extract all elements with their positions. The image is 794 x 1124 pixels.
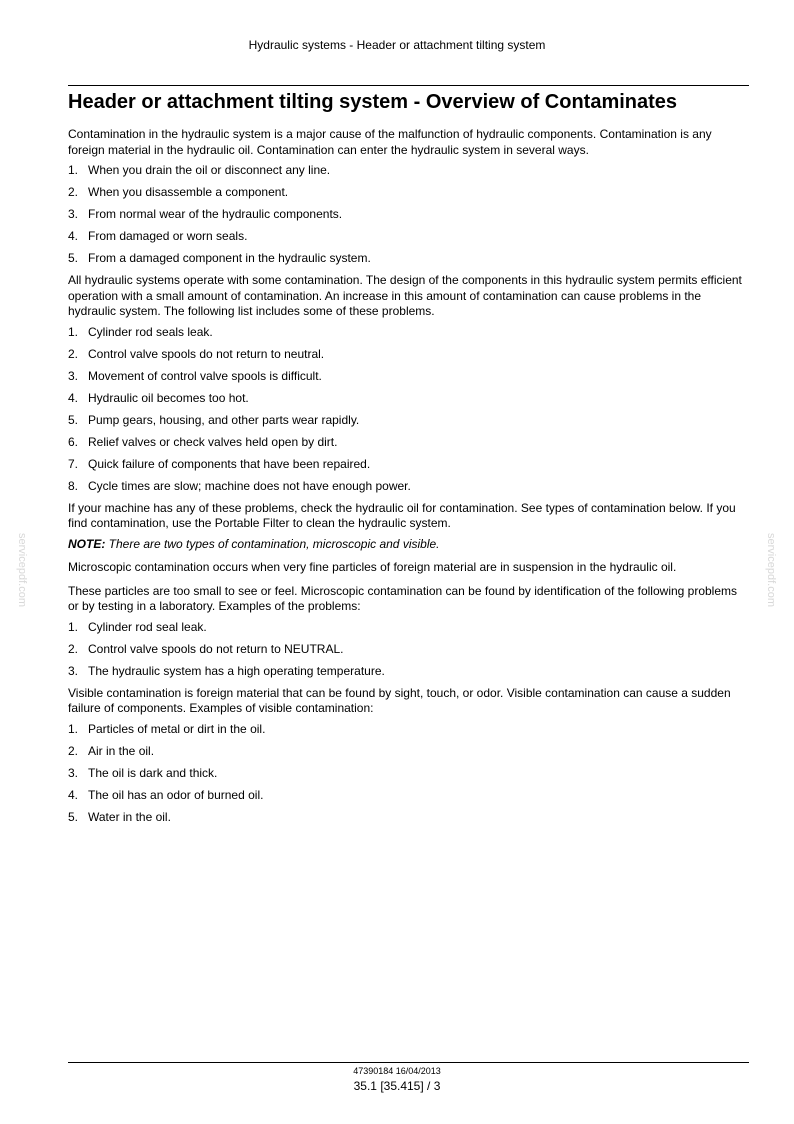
list-item: 3. The oil is dark and thick. [68,765,218,780]
microscopic-list [68,620,749,679]
running-header: Hydraulic systems - Header or attachment tilting system [248,38,546,52]
footer-document-code: 47390184 16/04/2013 [353,1066,441,1076]
list-item: 6. Relief valves or check valves held open by dirt. [68,434,338,449]
list-item: 1. When you drain the oil or disconnect any line. [68,163,331,177]
list-item: 8. Cycle times are slow; machine does not have enough power. [68,478,411,493]
particles-paragraph: These particles are too small to see or feel. Microscopic contamination can be found by identification of the following problems or by testing in a laboratory. Examples of the problems: [68,583,738,613]
list-item: 4. Hydraulic oil becomes too hot. [68,390,249,405]
list-item: 5. Water in the oil. [68,809,171,824]
list-item: 1. Cylinder rod seal leak. [68,619,207,634]
watermark-left: servicepdf.com [16,533,28,607]
list-item: 3. From normal wear of the hydraulic components. [68,207,343,221]
watermark-right: servicepdf.com [765,533,777,607]
check-paragraph: If your machine has any of these problems, check the hydraulic oil for contamination. See types of contamination below. If you find contamination, use the Portable Filter to clean the hydraulic system. [68,500,736,530]
footer-page-number: 35.1 [35.415] / 3 [353,1079,441,1093]
note-text: There are two types of contamination, microscopic and visible. [105,536,440,551]
list-item: 1. Particles of metal or dirt in the oil. [68,721,266,736]
list-item: 2. Air in the oil. [68,743,155,758]
list-item: 2. Control valve spools do not return to NEUTRAL. [68,641,344,656]
intro-paragraph: Contamination in the hydraulic system is a major cause of the malfunction of hydraulic components. Contamination is any foreign material in the hydraulic oil. Contamination can enter the hydraulic system in several ways. [68,127,712,157]
problems-list [68,325,749,494]
list-item: 5. From a damaged component in the hydraulic system. [68,251,371,265]
list-item: 7. Quick failure of components that have been repaired. [68,456,371,471]
visible-paragraph: Visible contamination is foreign material that can be found by sight, touch, or odor. Visible contamination can cause a sudden failure of components. Examples of visible contamination: [68,685,731,715]
list-item: 1. Cylinder rod seals leak. [68,324,213,339]
list-item: 2. Control valve spools do not return to neutral. [68,346,325,361]
header-rule [68,85,749,86]
visible-list [68,722,749,825]
footer-rule [68,1062,749,1063]
list-item: 4. From damaged or worn seals. [68,229,248,243]
note [68,537,749,553]
list-item: 3. Movement of control valve spools is difficult. [68,368,322,383]
microscopic-paragraph: Microscopic contamination occurs when very fine particles of foreign material are in suspension in the hydraulic oil. [68,560,677,574]
note-label: NOTE: [68,536,106,551]
list-item: 4. The oil has an odor of burned oil. [68,787,264,802]
list-item: 5. Pump gears, housing, and other parts wear rapidly. [68,412,360,427]
page-title: Header or attachment tilting system - Overview of Contaminates [68,91,678,113]
list-item: 2. When you disassemble a component. [68,185,289,199]
document-body [68,90,749,832]
entry-list [68,163,749,266]
operation-paragraph: All hydraulic systems operate with some contamination. The design of the components in this hydraulic system permits efficient operation with a small amount of contamination. An increase in this amount of contamination can cause problems in the hydraulic system. The following list includes some of these problems. [68,273,742,318]
list-item: 3. The hydraulic system has a high operating temperature. [68,663,385,678]
